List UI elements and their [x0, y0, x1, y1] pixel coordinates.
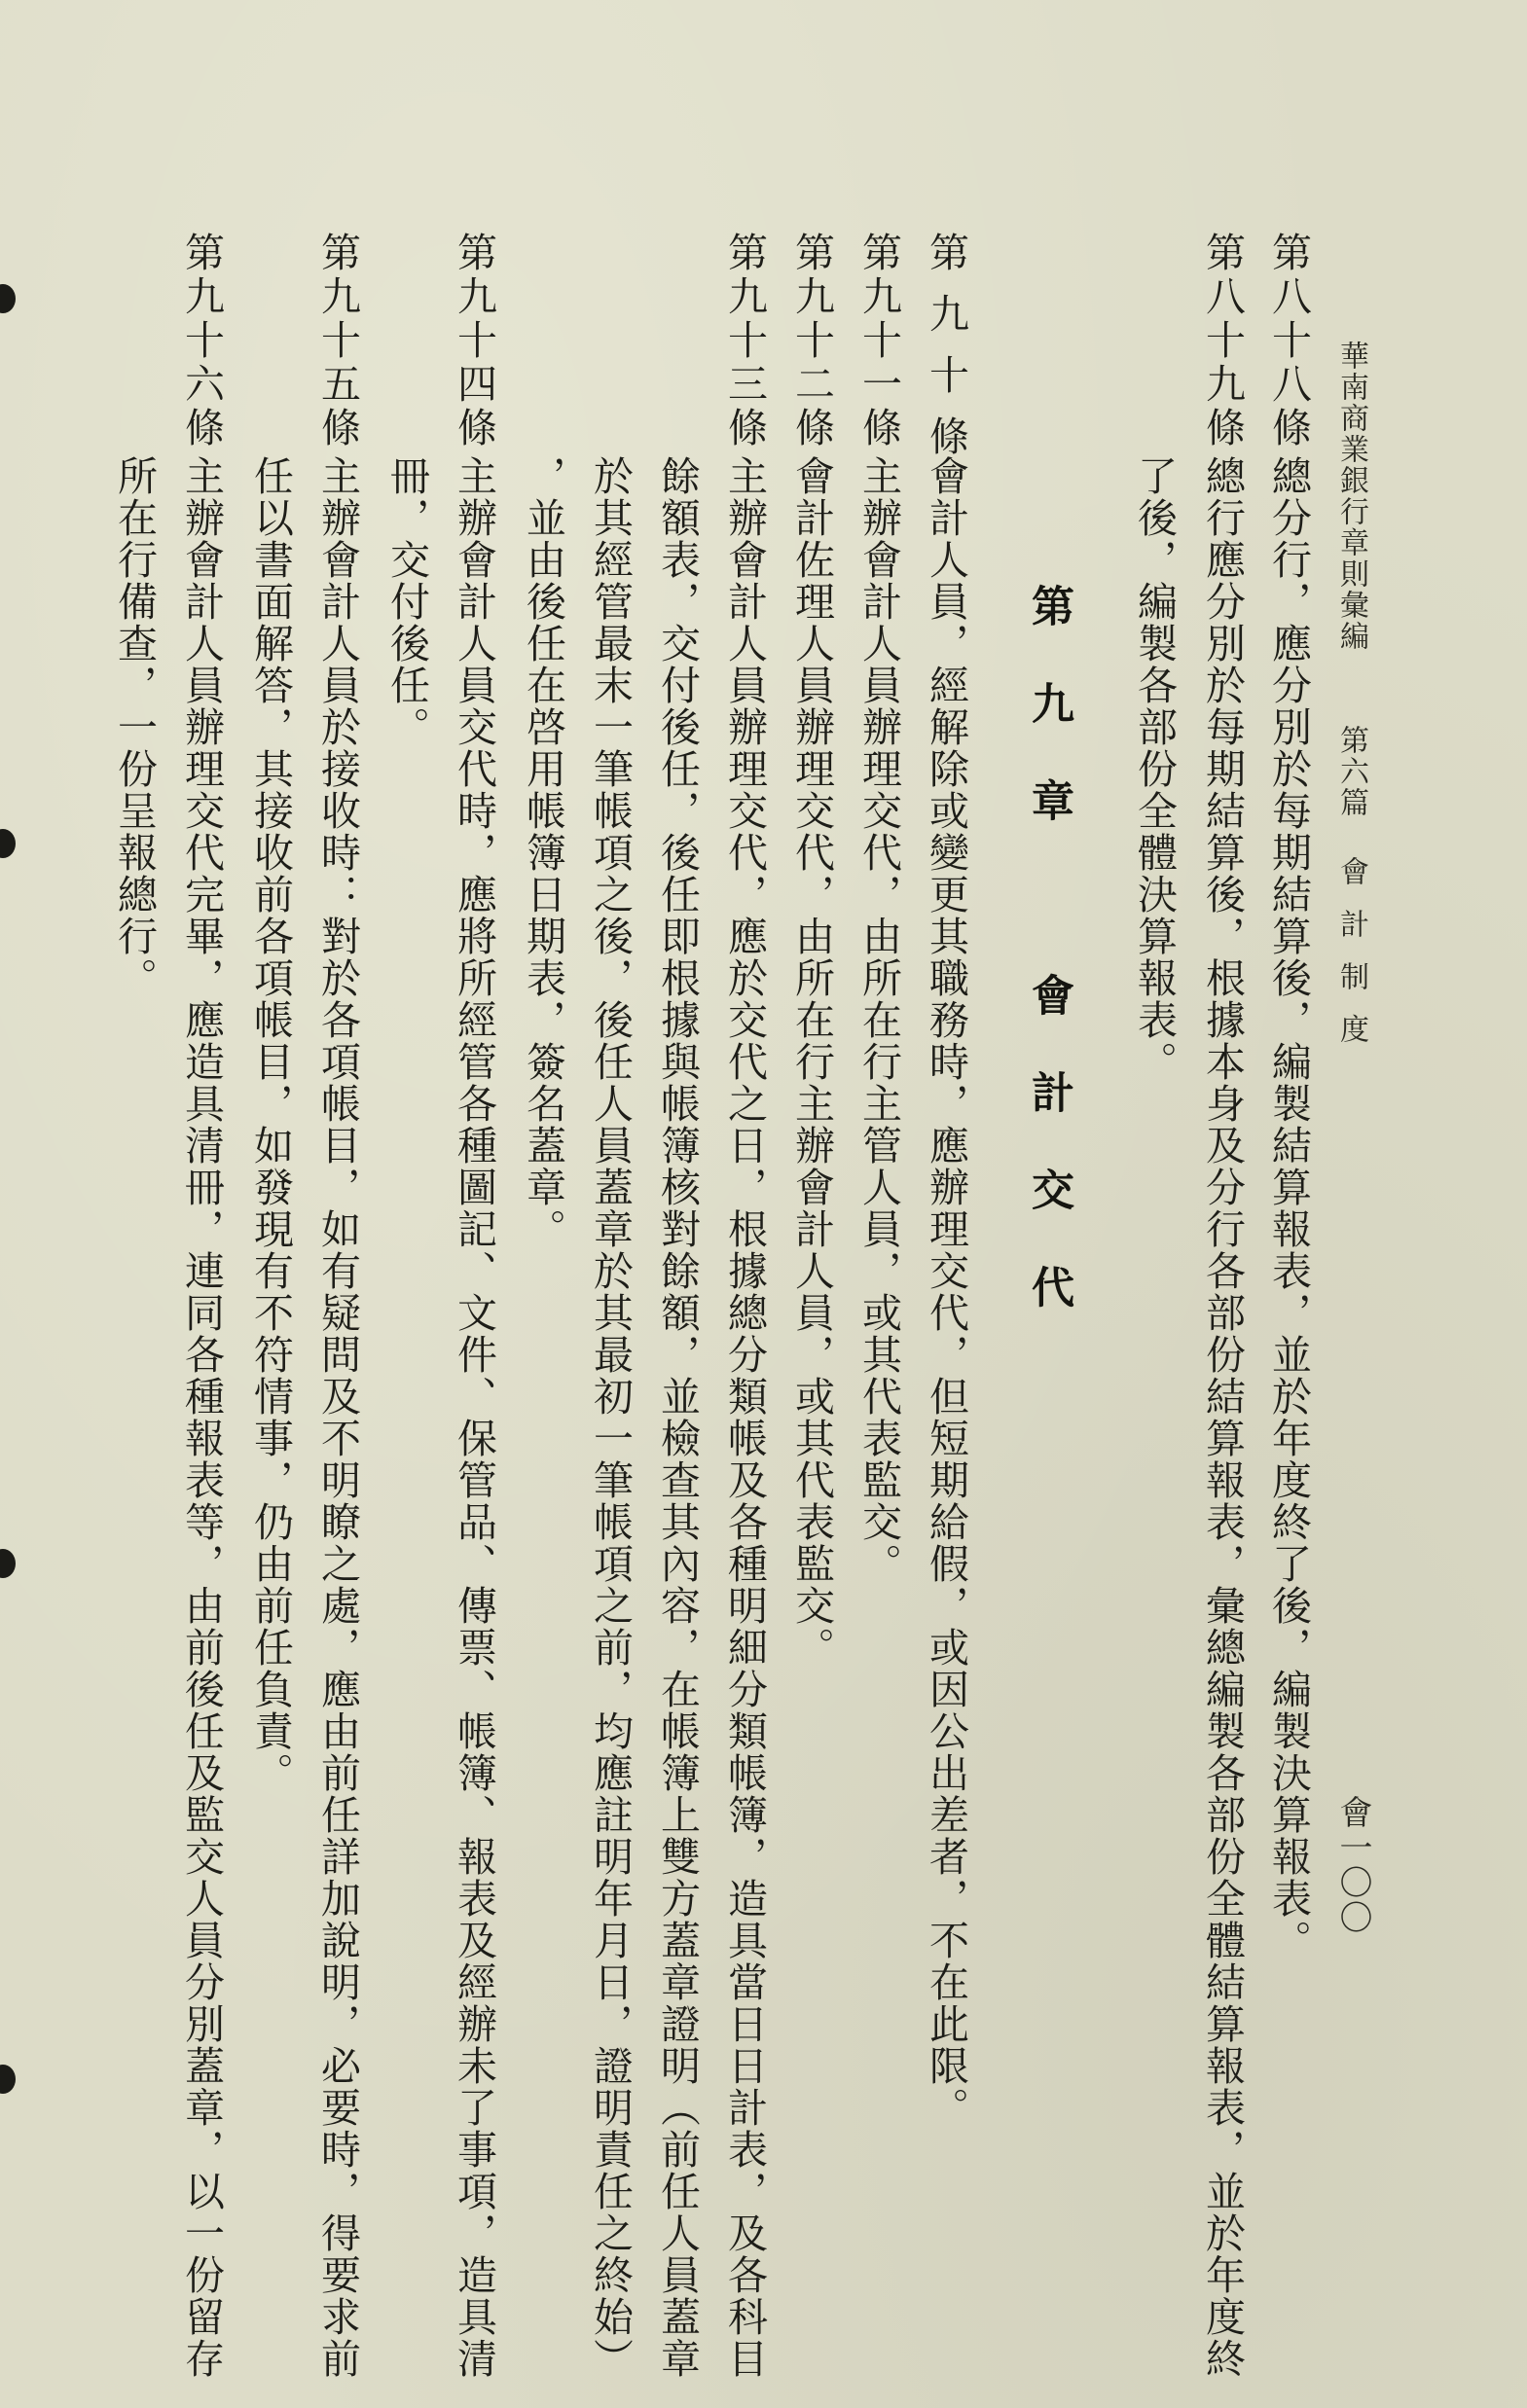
article-number: 第九十二條 [788, 232, 835, 450]
article-text: 總行應分別於每期結算後，根據本身及分行各部份結算報表，彙總編製各部份全體結算報表，並於年度終 [1199, 455, 1246, 2380]
article-text: 主辦會計人員辦理交代，應於交代之日，根據總分類帳及各種明細分類帳簿，造具當日日計表，及各科目 [721, 455, 768, 2380]
chapter-title: 第九章 會計交代 [1024, 584, 1073, 1362]
book-title: 華南商業銀行章則彙編 [1334, 341, 1368, 652]
article-text: 主辦會計人員交代時，應將所經管各種圖記、文件、保管品、傳票、帳簿、報表及經辦未了事項，造具清 [451, 455, 497, 2380]
binding-hole [0, 1549, 16, 1578]
section-name: 會計制度 [1334, 856, 1368, 1066]
binding-hole [0, 284, 16, 313]
article-number: 第九十四條 [451, 232, 497, 450]
section-label: 第六篇 [1334, 725, 1368, 818]
article-number: 第八十八條 [1265, 232, 1312, 450]
binding-hole [0, 829, 16, 858]
article-number: 第九十一條 [855, 232, 902, 450]
article-number: 第九十六條 [178, 232, 225, 450]
binding-hole [0, 2065, 16, 2094]
article-text: 所在行備查，一份呈報總行。 [111, 455, 158, 999]
article-text: 冊，交付後任。 [383, 455, 430, 748]
article-text: 了後，編製各部份全體決算報表。 [1131, 455, 1178, 1083]
article-number: 第九十五條 [314, 232, 361, 450]
article-text: 會計人員，經解除或變更其職務時，應辦理交代，但短期給假，或因公出差者，不在此限。 [923, 455, 969, 2129]
article-number: 第九十條 [923, 232, 969, 477]
article-text: 任以書面解答，其接收前各項帳目，如發現有不符情事，仍由前任負責。 [247, 455, 294, 1794]
article-text: 會計佐理人員辦理交代，由所在行主辦會計人員，或其代表監交。 [788, 455, 835, 1669]
article-text: 主辦會計人員於接收時：對於各項帳目，如有疑問及不明瞭之處，應由前任詳加說明，必要時，得要求前 [314, 455, 361, 2380]
article-text: ，並由後任在啓用帳簿日期表，簽名蓋章。 [520, 455, 566, 1250]
article-text: 於其經管最末一筆帳項之後，後任人員蓋章於其最初一筆帳項之前，均應註明年月日，證明責任之終始） [587, 455, 634, 2380]
article-text: 餘額表，交付後任，後任即根據與帳簿核對餘額，並檢查其內容，在帳簿上雙方蓋章證明（前任人員蓋章 [654, 455, 701, 2380]
page-number: 會一〇〇 [1333, 1795, 1372, 1935]
article-text: 總分行，應分別於每期結算後，編製結算報表，並於年度終了後，編製決算報表。 [1265, 455, 1312, 1961]
article-text: 主辦會計人員辦理交代，由所在行主管人員，或其代表監交。 [855, 455, 902, 1585]
article-number: 第八十九條 [1199, 232, 1246, 450]
article-text: 主辦會計人員辦理交代完畢，應造具清冊，連同各種報表等，由前後任及監交人員分別蓋章，以一份留存 [178, 455, 225, 2380]
article-number: 第九十三條 [721, 232, 768, 450]
